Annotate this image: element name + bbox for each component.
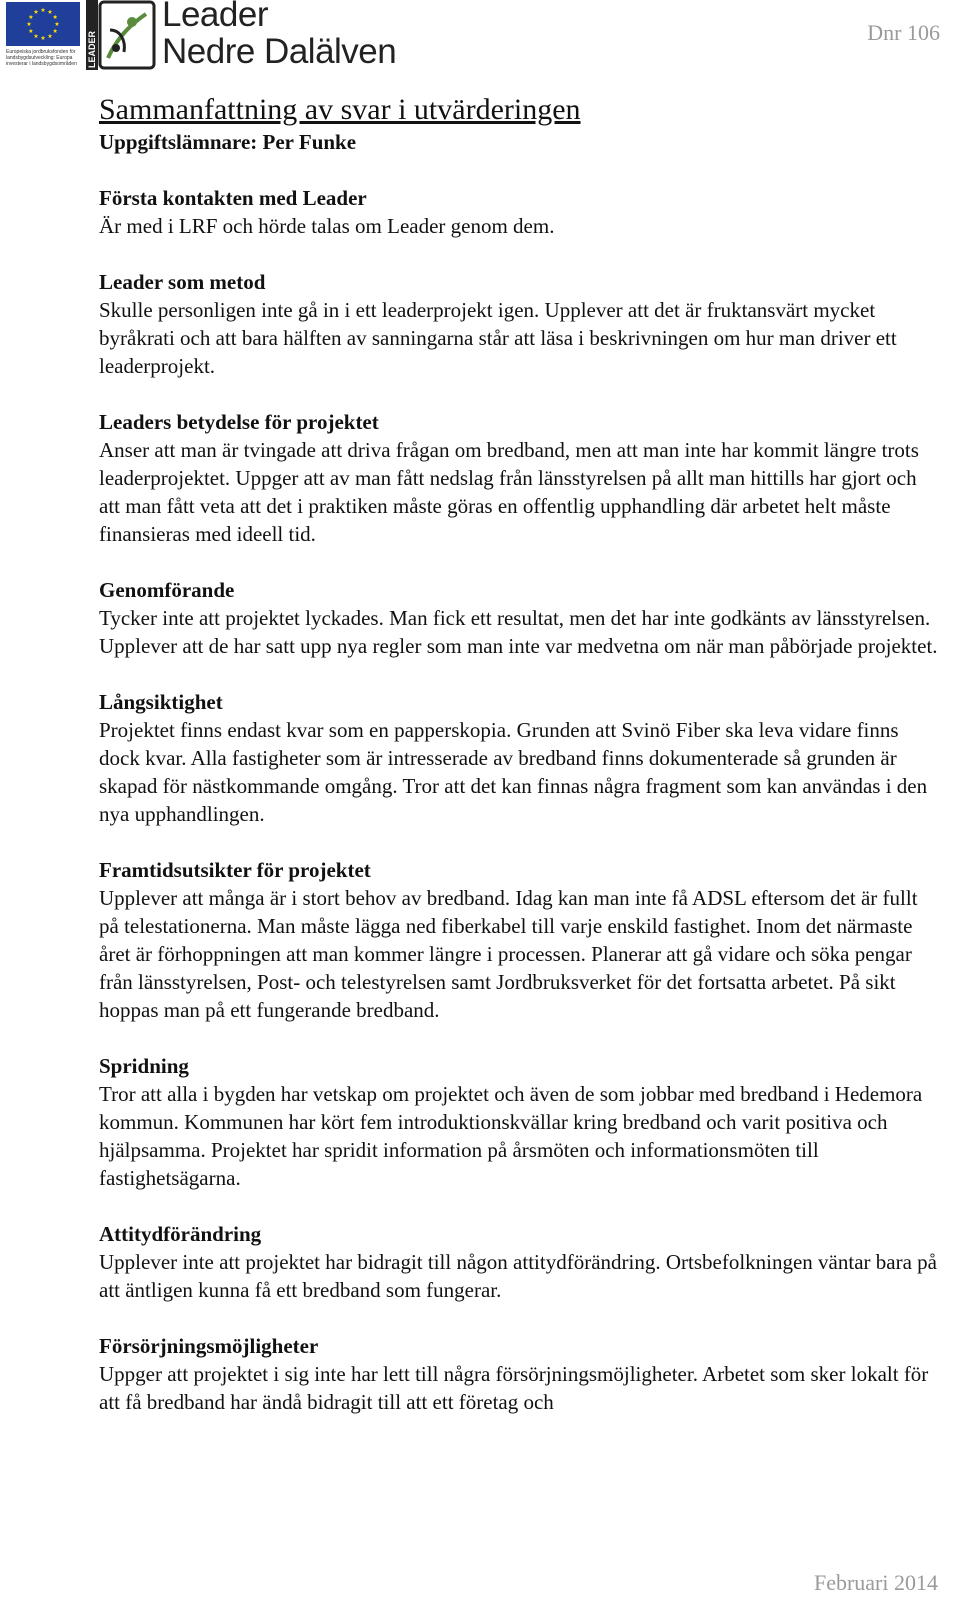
section-heading: Genomförande xyxy=(99,578,235,602)
section-heading: Leader som metod xyxy=(99,270,266,294)
section-heading: Leaders betydelse för projektet xyxy=(99,410,379,434)
section-heading: Attitydförändring xyxy=(99,1222,262,1246)
brand-line-1: Leader xyxy=(162,0,268,34)
section-body: Tycker inte att projektet lyckades. Man fick ett resultat, men det har inte godkänts av länsstyrelsen. Upplever att de har satt upp nya regler som man inte var medvetna om när man påbörjade projektet. xyxy=(99,606,938,658)
leader-emblem-icon xyxy=(86,0,156,70)
document-title: Sammanfattning av svar i utvärderingen xyxy=(99,93,581,126)
section-body: Upplever inte att projektet har bidragit till någon attitydförändring. Ortsbefolkningen väntar bara på att äntligen kunna få ett bredband som fungerar. xyxy=(99,1250,937,1302)
brand-name xyxy=(162,0,396,70)
section-heading: Långsiktighet xyxy=(99,690,223,714)
section-body: Projektet finns endast kvar som en papperskopia. Grunden att Svinö Fiber ska leva vidare finns dock kvar. Alla fastigheter som är intresserade av bredband finns dokumenterade så grunden är skapad för nästkommande omgång. Tror att det kan finnas några fragment som kan användas i den nya upphandlingen. xyxy=(99,718,928,826)
section-attitude-change xyxy=(99,1220,939,1304)
page-header xyxy=(0,0,960,80)
section-body: Upplever att många är i stort behov av bredband. Idag kan man inte få ADSL eftersom det är fullt på telestationerna. Man måste lägga ned fiberkabel till varje enskild fastighet. Inom det närmaste året är förhoppningen att man kommer längre i processen. Planerar att gå vidare och söka pengar från länsstyrelsen, Post- och telestyrelsen samt Jordbruksverket för det fortsatta arbetet. På sikt hoppas man på ett fungerande bredband. xyxy=(99,886,918,1022)
section-livelihood xyxy=(99,1332,939,1416)
eu-flag-icon xyxy=(6,2,80,46)
section-body: Skulle personligen inte gå in i ett leaderprojekt igen. Upplever att det är fruktansvärt mycket byråkrati och att bara hälften av sanningarna står att läsa i beskrivningen om hur man driver ett leaderprojekt. xyxy=(99,298,897,378)
document-body xyxy=(99,92,939,1444)
section-heading: Spridning xyxy=(99,1054,189,1078)
section-heading: Framtidsutsikter för projektet xyxy=(99,858,371,882)
section-body: Uppger att projektet i sig inte har lett till några försörjningsmöjligheter. Arbetet som sker lokalt för att få bredband har ändå bidragit till att ett företag och xyxy=(99,1362,929,1414)
section-body: Är med i LRF och hörde talas om Leader genom dem. xyxy=(99,214,555,238)
footer-date: Februari 2014 xyxy=(813,1570,938,1595)
section-heading: Första kontakten med Leader xyxy=(99,186,367,210)
section-dissemination xyxy=(99,1052,939,1192)
document-number: Dnr 106 xyxy=(867,20,940,45)
section-long-term xyxy=(99,688,939,828)
respondent-line: Uppgiftslämnare: Per Funke xyxy=(99,130,357,154)
section-first-contact xyxy=(99,184,939,240)
section-leader-method xyxy=(99,268,939,380)
leader-vertical-text: LEADER xyxy=(87,30,97,68)
section-leader-significance xyxy=(99,408,939,548)
section-implementation xyxy=(99,576,939,660)
eu-logo xyxy=(6,2,80,68)
section-future-outlook xyxy=(99,856,939,1024)
eu-caption: Europeiska jordbruksfonden för landsbygdsutveckling: Europa investerar i landsbygdsområden xyxy=(6,49,77,67)
section-body: Tror att alla i bygden har vetskap om projektet och även de som jobbar med bredband i Hedemora kommun. Kommunen har kört fem introduktionskvällar kring bredband och varit positiva och hjälpsamma. Projektet har spridit information på årsmöten och informationsmöten till fastighetsägarna. xyxy=(99,1082,923,1190)
section-body: Anser att man är tvingade att driva frågan om bredband, men att man inte har kommit längre trots leaderprojektet. Uppger att av man fått nedslag från länsstyrelsen på allt man hittills har gjort och att man fått veta att det i praktiken måste göras en offentlig upphandling där arbetet helt måste finansieras med ideell tid. xyxy=(99,438,919,546)
section-heading: Försörjningsmöjligheter xyxy=(99,1334,319,1358)
brand-line-2: Nedre Dalälven xyxy=(162,32,397,71)
